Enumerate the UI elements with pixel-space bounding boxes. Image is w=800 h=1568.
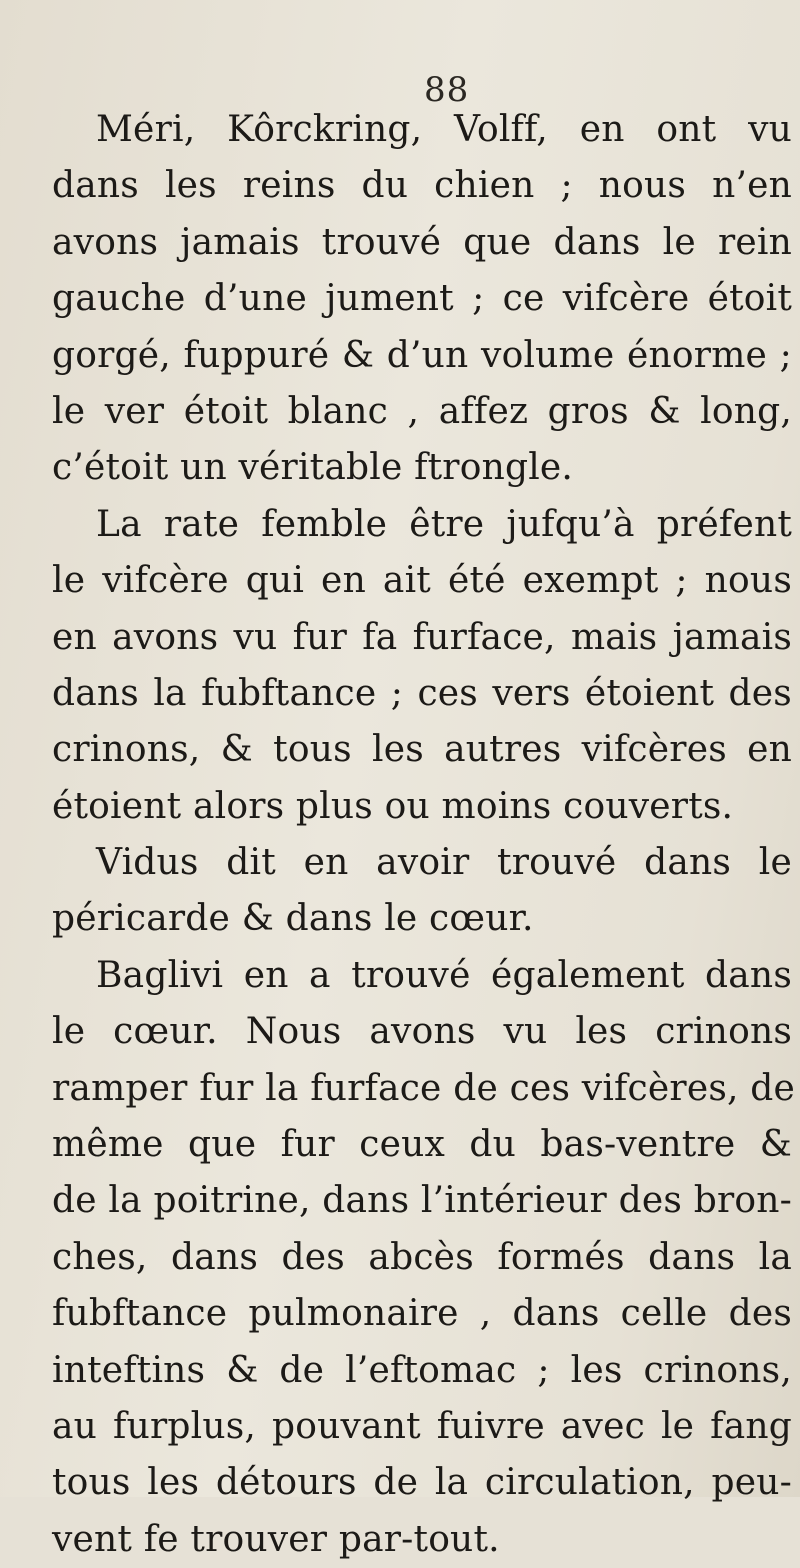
text-line: gorgé, fuppuré & d’un volume énorme ; — [52, 334, 792, 376]
text-line: étoient alors plus ou moins couverts. — [52, 785, 734, 827]
text-line: en avons vu fur fa furface, mais jamais — [52, 616, 792, 658]
text-line: Baglivi en a trouvé également dans — [96, 954, 792, 996]
text-line: péricarde & dans le cœur. — [52, 898, 534, 940]
text-line: dans la fubftance ; ces vers étoient des — [52, 672, 792, 714]
text-line: gauche d’une jument ; ce vifcère étoit — [52, 278, 792, 320]
text-line: crinons, & tous les autres vifcères en — [52, 729, 792, 771]
text-line: dans les reins du chien ; nous n’en — [52, 165, 792, 207]
text-line: ches, dans des abcès formés dans la — [52, 1236, 792, 1278]
text-line: inteftins & de l’eftomac ; les crinons, — [52, 1349, 792, 1391]
text-line: La rate femble être jufqu’à préfent — [96, 503, 792, 545]
body-text — [52, 102, 796, 1568]
text-line: vent fe trouver par-tout. — [52, 1518, 500, 1560]
text-line: le cœur. Nous avons vu les crinons — [52, 1011, 792, 1053]
text-line: avons jamais trouvé que dans le rein — [52, 221, 792, 263]
text-line: tous les détours de la circulation, peu- — [52, 1462, 792, 1504]
text-line: fubftance pulmonaire , dans celle des — [52, 1293, 792, 1335]
text-line: le ver étoit blanc , affez gros & long, — [52, 390, 792, 432]
text-line: Méri, Kôrckring, Volff, en ont vu — [96, 109, 792, 150]
text-line: même que fur ceux du bas-ventre & — [52, 1124, 792, 1166]
text-line: de la poitrine, dans l’intérieur des bron- — [52, 1180, 792, 1222]
text-line: le vifcère qui en ait été exempt ; nous — [52, 560, 792, 602]
text-line: Vidus dit en avoir trouvé dans le — [96, 842, 792, 884]
text-line: c’étoit un véritable ftrongle. — [52, 447, 574, 489]
text-line: au furplus, pouvant fuivre avec le fang — [52, 1405, 792, 1447]
text-line: ramper fur la furface de ces vifcères, de — [52, 1067, 796, 1109]
page-number: 88 — [424, 70, 470, 110]
